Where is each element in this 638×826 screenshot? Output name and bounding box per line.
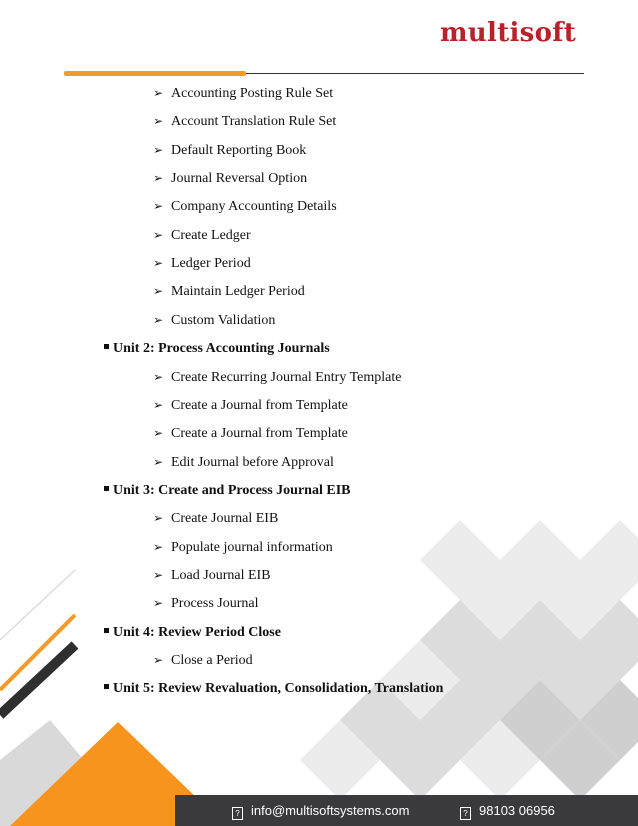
outline-item (153, 114, 336, 130)
outline-item-text: Create a Journal from Template (171, 426, 348, 442)
outline-item-text: Load Journal EIB (171, 567, 271, 583)
outline-item (153, 511, 278, 527)
outline-item (153, 455, 334, 471)
footer-email[interactable] (232, 803, 409, 820)
outline-item (153, 143, 306, 159)
footer-phone-text: 98103 06956 (479, 803, 555, 818)
unit-heading-text: Unit 2: Process Accounting Journals (113, 341, 330, 357)
unit-heading-text: Unit 4: Review Period Close (113, 624, 281, 640)
arrow-bullet-icon: ➢ (153, 567, 164, 582)
outline-item-text: Create Journal EIB (171, 511, 279, 527)
arrow-bullet-icon: ➢ (153, 397, 164, 412)
outline-item (153, 171, 307, 187)
square-bullet-icon (104, 628, 109, 633)
unit-heading-text: Unit 3: Create and Process Journal EIB (113, 482, 351, 498)
outline-item (153, 596, 259, 612)
outline-item-text: Default Reporting Book (171, 142, 307, 158)
arrow-bullet-icon: ➢ (153, 86, 164, 100)
arrow-bullet-icon: ➢ (153, 284, 164, 299)
outline-item (153, 86, 333, 102)
arrow-bullet-icon: ➢ (153, 199, 164, 214)
outline-item-text: Journal Reversal Option (171, 171, 308, 187)
outline-item-text: Populate journal information (171, 539, 333, 555)
unit-heading (104, 625, 281, 641)
arrow-bullet-icon: ➢ (153, 653, 164, 667)
unit-heading (104, 483, 350, 499)
outline-item (153, 284, 305, 300)
footer-phone[interactable] (460, 803, 555, 820)
outline-item (153, 426, 348, 442)
square-bullet-icon (104, 344, 109, 349)
outline-item-text: Maintain Ledger Period (171, 284, 305, 300)
outline-item (153, 568, 271, 584)
arrow-bullet-icon: ➢ (153, 511, 164, 526)
square-bullet-icon (104, 486, 109, 491)
outline-item-text: Account Translation Rule Set (171, 114, 337, 130)
arrow-bullet-icon: ➢ (153, 369, 164, 384)
email-icon: ? (232, 807, 243, 820)
arrow-bullet-icon: ➢ (153, 596, 164, 611)
outline-item-text: Company Accounting Details (171, 199, 337, 215)
square-bullet-icon (104, 684, 109, 689)
outline-item-text: Create a Journal from Template (171, 397, 348, 413)
arrow-bullet-icon: ➢ (153, 171, 164, 186)
outline-item (153, 653, 253, 669)
arrow-bullet-icon: ➢ (153, 312, 164, 327)
footer-email-text: info@multisoftsystems.com (251, 803, 410, 818)
outline-item-text: Custom Validation (171, 312, 276, 328)
unit-heading (104, 341, 330, 357)
outline-item-text: Create Ledger (171, 227, 251, 243)
arrow-bullet-icon: ➢ (153, 142, 164, 157)
outline-item (153, 540, 333, 556)
arrow-bullet-icon: ➢ (153, 114, 164, 129)
unit-heading (104, 681, 443, 697)
outline-item-text: Accounting Posting Rule Set (171, 86, 334, 101)
outline-item (153, 370, 401, 386)
outline-item-text: Edit Journal before Approval (171, 454, 334, 470)
outline-item-text: Create Recurring Journal Entry Template (171, 369, 402, 385)
header-accent-bar (64, 71, 246, 76)
arrow-bullet-icon: ➢ (153, 426, 164, 441)
outline-item-text: Ledger Period (171, 256, 251, 272)
outline-item-text: Process Journal (171, 596, 259, 612)
arrow-bullet-icon: ➢ (153, 227, 164, 242)
outline-item (153, 398, 348, 414)
outline-item (153, 256, 251, 272)
brand-logo: multisoft (440, 18, 577, 48)
unit-heading-text: Unit 5: Review Revaluation, Consolidation, Translation (113, 681, 444, 697)
outline-item-text: Close a Period (171, 653, 253, 668)
footer-bar (175, 795, 638, 826)
outline-item (153, 199, 337, 215)
outline-item (153, 228, 251, 244)
arrow-bullet-icon: ➢ (153, 454, 164, 469)
arrow-bullet-icon: ➢ (153, 539, 164, 554)
arrow-bullet-icon: ➢ (153, 256, 164, 271)
phone-icon: ? (460, 807, 471, 820)
outline-item (153, 313, 275, 329)
header-rule (246, 73, 584, 74)
